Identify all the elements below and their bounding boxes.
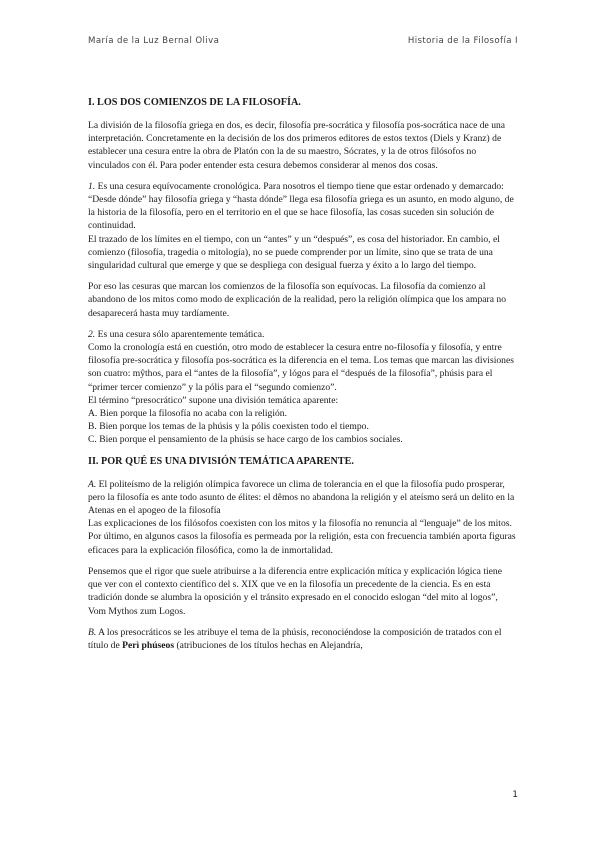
point-a-text: El politeísmo de la religión olímpica favorece un clima de tolerancia en el que la filosofía pudo prosperar, pero la filosofía es ante todo asunto de élites: el dêmos no abandona la religión y el ateísmo será un delito en la Atenas en el apogeo de la filosofía [88,478,515,517]
rigor-paragraph: Pensemos que el rigor que suele atribuirse a la diferencia entre explicación mítica y explicación lógica tiene que ver con el contexto científico del s. XIX que ve en la filosofía un precedente de la ciencia. Es en esta tradición donde se alumbra la oposición y el tránsito expresado en el conocido eslogan “del mito al logos”, Vom Mythos zum Logos. [88,565,502,617]
point-1-second: El trazado de los límites en el tiempo, con un “antes” y un “después”, es cosa del historiador. En cambio, el comienzo (filosofía, tragedia o mitología), no se puede comprender por un límite, sino que se trata de una singularidad cultural que emerge y que se despliega con desigual fuerza y éxito a lo largo del tiempo. [88,233,500,272]
point-1-first [88,180,516,233]
point-2-first [88,328,516,341]
list-item-a: A. Bien porque la filosofía no acaba con la religión. [88,408,288,420]
point-1-number: 1. [88,180,96,192]
header-course: Historia de la Filosofía I [407,36,518,46]
point-a-third: Por último, en algunos casos la filosofía es permeada por la religión, esta con frecuencia también aporta figuras eficaces para la explicación filosófica, como la de inmortalidad. [88,531,516,556]
point-a-block [88,478,516,557]
point-a-label: A. [88,478,97,490]
point-2-number: 2. [88,328,96,340]
point-2-second: Como la cronología está en cuestión, otro modo de establecer la cesura entre no-filosofía y filosofía, y entre filosofía pre-socrática y filosofía pos-socrática es la diferencia en el tema. Los temas que marcan las divisiones son cuatro: mŷthos, para el “antes de la filosofía”, y lógos para el “después de la filosofía”, phúsis para el “primer tercer comienzo” y la pólis para el “segundo comienzo”. [88,342,514,393]
point-a-first [88,478,516,518]
point-b-text-cont: (atribuciones de los títulos hechas en Alejandría, [174,639,363,651]
header-author: María de la Luz Bernal Oliva [88,36,220,46]
point-2-third: El término “presocrático” supone una división temática aparente: [88,394,339,406]
cesuras-paragraph: Por eso las cesuras que marcan los comienzos de la filosofía son equívocas. La filosofía da comienzo al abandono de los mitos como modo de explicación de la realidad, pero la religión olímpica que los ampara no desaparecerá hasta muy tardíamente. [88,281,507,319]
list-item-b: B. Bien porque los temas de la phúsis y la pólis coexisten todo el tiempo. [88,421,369,433]
point-1-block [88,180,516,272]
point-1-text: Es una cesura equívocamente cronológica. Para nosotros el tiempo tiene que estar ordenado y demarcado: “Desde dónde” hay filosofía griega y “hasta dónde” llega esa filosofía griega es un asunto, en modo alguno, de la historia de la filosofía, pero en el territorio en el que se hace filosofía, las cosas suceden sin solución de continuidad. [88,180,514,232]
point-a-second: Las explicaciones de los filósofos coexisten con los mitos y la filosofía no renuncia al “lenguaje” de los mitos. [88,518,512,530]
section-1-intro: La división de la filosofía griega en dos, es decir, filosofía pre-socrática y filosofía pos-socrática nace de una interpretación. Concretamente en la decisión de los dos primeros editores de estos textos (Diels y Kranz) de establecer una cesura entre la obra de Platón con la de su maestro, Sócrates, y la de otros filósofos no vinculados con él. Para poder entender esta cesura debemos considerar al menos dos cosas. [88,120,506,171]
document-body [88,96,516,660]
point-2-text: Es una cesura sólo aparentemente temática. [95,328,265,340]
peri-phuseos-title: Perì phúseos [122,639,175,651]
point-b-label: B. [88,626,97,638]
page-number: 1 [512,790,518,800]
point-b-text: A los presocráticos se les atribuye el tema de la phúsis, reconociéndose la composición de tratados con el título de [88,626,502,651]
list-item-c: C. Bien porque el pensamiento de la phúsis se hace cargo de los cambios sociales. [88,434,403,446]
point-b-paragraph [88,626,516,652]
point-2-block [88,328,516,447]
section-1-title: I. LOS DOS COMIENZOS DE LA FILOSOFÍA. [88,97,301,108]
section-2-title: II. POR QUÉ ES UNA DIVISIÓN TEMÁTICA APARENTE. [88,455,354,467]
